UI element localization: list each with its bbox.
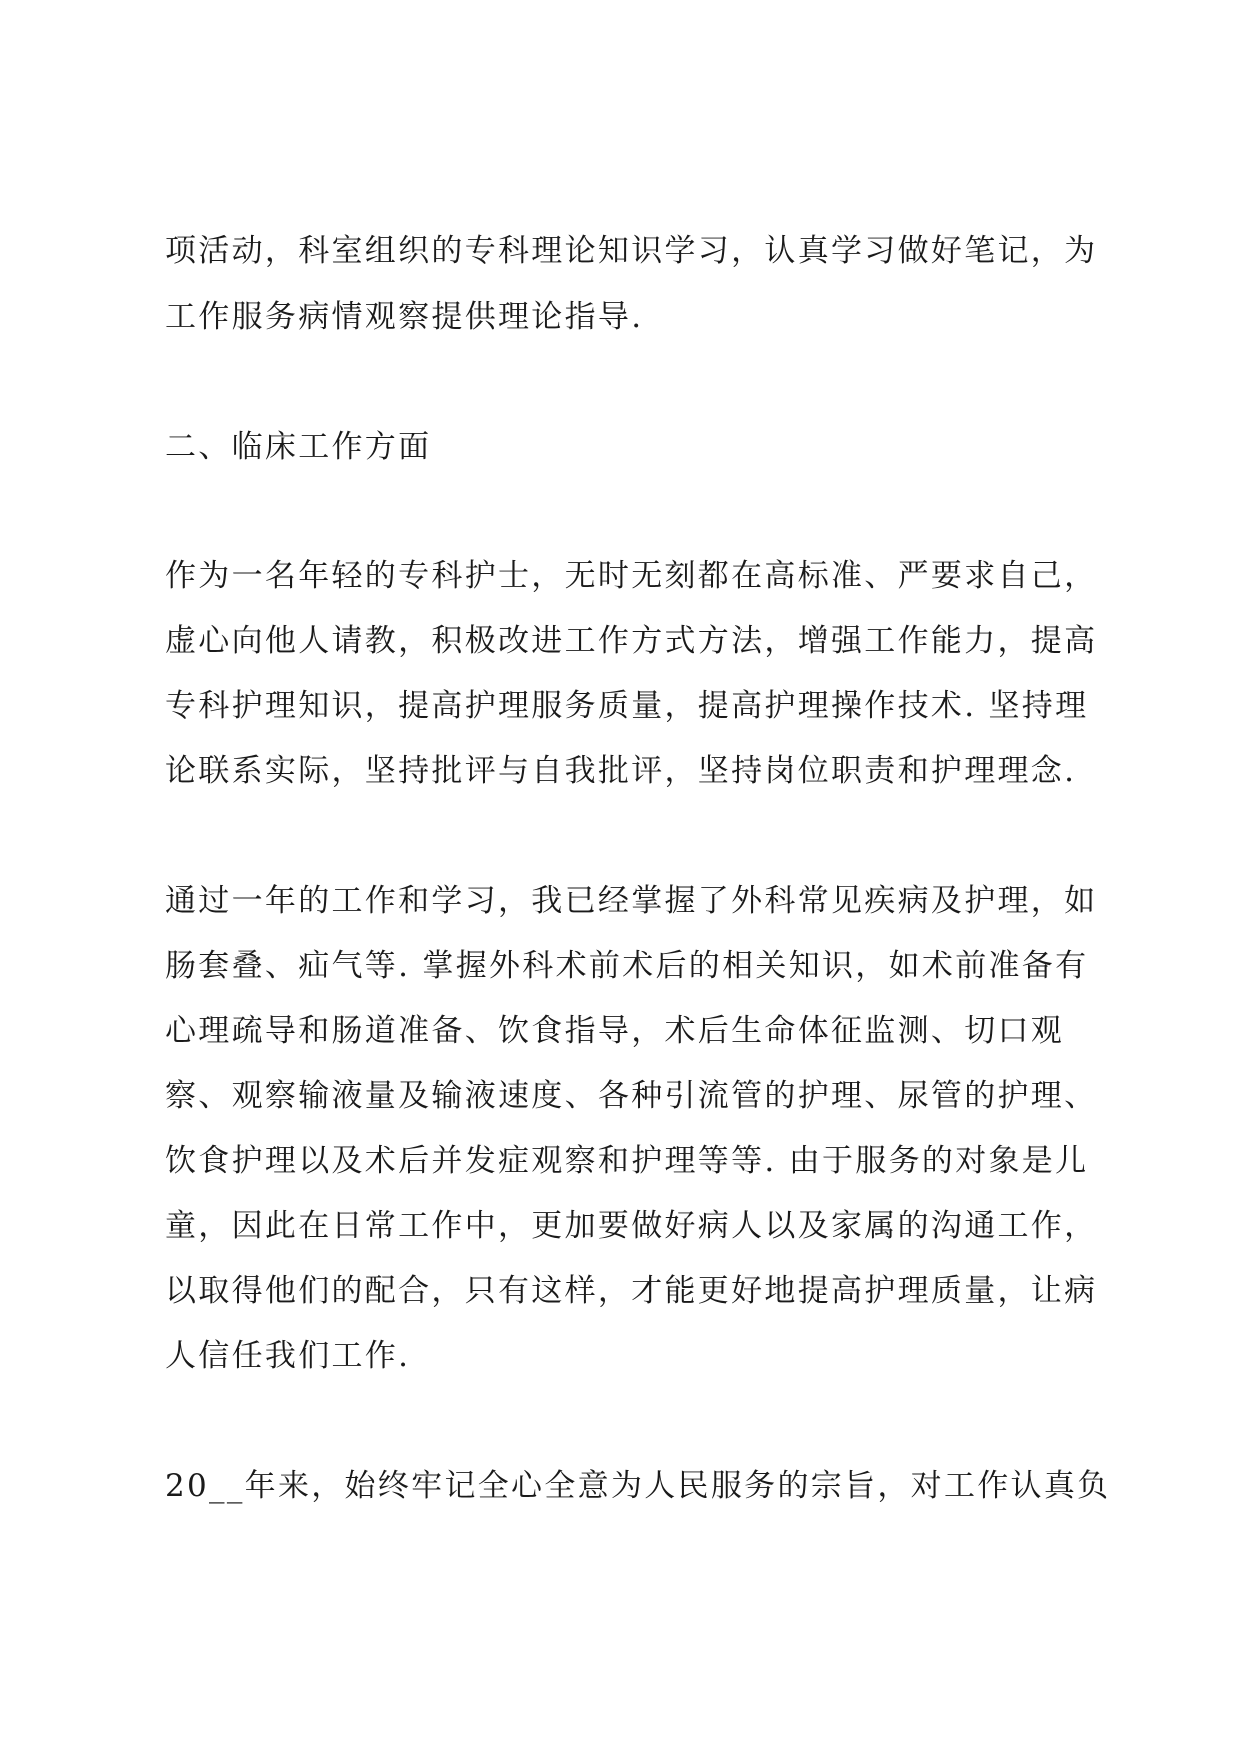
paragraph-3-line-4: 察、观察输液量及输液速度、各种引流管的护理、尿管的护理、	[165, 1078, 1098, 1114]
paragraph-4-line-1: 20__年来，始终牢记全心全意为人民服务的宗旨，对工作认真负	[165, 1468, 1111, 1504]
paragraph-3-line-7: 以取得他们的配合，只有这样，才能更好地提高护理质量，让病	[165, 1273, 1098, 1309]
paragraph-3-line-3: 心理疏导和肠道准备、饮食指导，术后生命体征监测、切口观	[165, 1013, 1065, 1049]
paragraph-1-line-2: 工作服务病情观察提供理论指导.	[165, 299, 644, 335]
paragraph-3-line-2: 肠套叠、疝气等. 掌握外科术前术后的相关知识，如术前准备有	[165, 948, 1089, 984]
paragraph-3-line-1: 通过一年的工作和学习，我已经掌握了外科常见疾病及护理，如	[165, 883, 1098, 919]
paragraph-2-line-1: 作为一名年轻的专科护士，无时无刻都在高标准、严要求自己，	[165, 558, 1098, 594]
paragraph-2-line-2: 虚心向他人请教，积极改进工作方式方法，增强工作能力，提高	[165, 623, 1098, 659]
paragraph-3-line-5: 饮食护理以及术后并发症观察和护理等等. 由于服务的对象是儿	[165, 1143, 1089, 1179]
paragraph-3-line-8: 人信任我们工作.	[165, 1338, 411, 1374]
paragraph-2-line-3: 专科护理知识，提高护理服务质量，提高护理操作技术. 坚持理	[165, 688, 1089, 724]
section-heading: 二、临床工作方面	[165, 429, 432, 465]
paragraph-3-line-6: 童，因此在日常工作中，更加要做好病人以及家属的沟通工作，	[165, 1208, 1098, 1244]
paragraph-2-line-4: 论联系实际，坚持批评与自我批评，坚持岗位职责和护理理念.	[165, 753, 1077, 789]
paragraph-1-line-1: 项活动，科室组织的专科理论知识学习，认真学习做好笔记，为	[165, 233, 1098, 269]
